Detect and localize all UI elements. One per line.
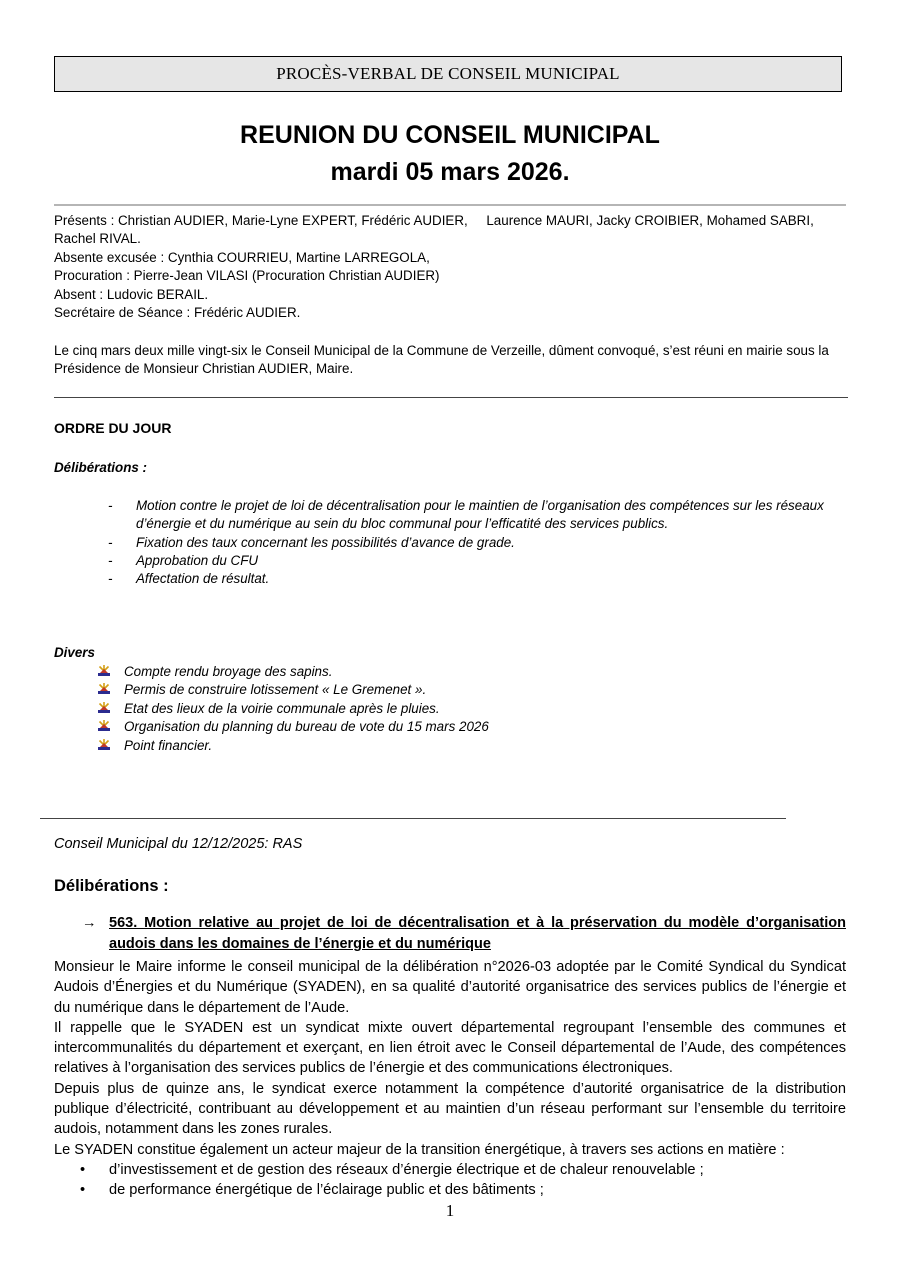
motion-title-text: 563. Motion relative au projet de loi de décentralisation et à la préservation du modèle d’organisation audois dans les domaines de l’énergie et du numérique (109, 915, 846, 952)
agenda-end-divider (40, 818, 786, 819)
motion-paragraph: Il rappelle que le SYADEN est un syndicat mixte ouvert départemental regroupant l’ensemble des communes et intercommunalités du département et exerçant, en lien étroit avec le Conseil départemental de l’Aude, des compétences relatives à l’organisation des services publics de l’énergie et des communications électroniques. (54, 1019, 846, 1077)
motion-paragraph: Le SYADEN constitue également un acteur majeur de la transition énergétique, à travers ses actions en matière : (54, 1141, 785, 1158)
section-divider (54, 397, 848, 398)
motion-title (82, 913, 846, 955)
divers-item-text: Organisation du planning du bureau de vote du 15 mars 2026 (124, 719, 489, 735)
list-item: - Affectation de résultat. (108, 571, 270, 587)
arrow-right-icon: → (82, 915, 97, 931)
list-item (98, 700, 489, 718)
list-item (98, 681, 489, 699)
motion-bullet-list (54, 1160, 704, 1201)
agenda-deliberation-text: Affectation de résultat. (136, 571, 270, 587)
list-item: - Fixation des taux concernant les possibilités d’avance de grade. (108, 534, 515, 550)
page-number: 1 (445, 1201, 455, 1220)
agenda-divers-label: Divers (54, 645, 95, 660)
arrow-bullet-icon (98, 683, 110, 695)
arrow-bullet-icon (98, 665, 110, 677)
title-divider (54, 204, 846, 206)
arrow-bullet-icon (98, 720, 110, 732)
motion-bullet-text: d’investissement et de gestion des réseaux d’énergie électrique et de chaleur renouvelable ; (109, 1162, 704, 1178)
arrow-bullet-icon (98, 702, 110, 714)
meeting-date: mardi 05 mars 2026. (330, 158, 570, 186)
attendance-block (54, 212, 846, 322)
list-item (54, 1180, 704, 1200)
divers-item-text: Permis de construire lotissement « Le Gremenet ». (124, 682, 427, 698)
previous-council-note: Conseil Municipal du 12/12/2025: RAS (54, 836, 303, 852)
agenda-deliberations-label: Délibérations : (54, 460, 148, 475)
list-item (98, 718, 489, 736)
absente-excusee-line: Absente excusée : Cynthia COURRIEU, Martine LARREGOLA, (54, 249, 430, 265)
bullet-dot-icon: • (80, 1182, 86, 1199)
divers-item-text: Compte rendu broyage des sapins. (124, 664, 333, 679)
divers-item-text: Point financier. (124, 737, 213, 753)
motion-bullet-text: de performance énergétique de l’éclairage public et des bâtiments ; (109, 1182, 544, 1199)
deliberations-heading: Délibérations : (54, 877, 169, 895)
bullet-dot-icon: • (80, 1162, 86, 1178)
secretaire-line: Secrétaire de Séance : Frédéric AUDIER. (54, 305, 301, 321)
agenda-divers-list (98, 663, 489, 755)
agenda-deliberation-text: Motion contre le projet de loi de décentralisation pour le maintien de l’organisation des compétences sur les réseaux d’énergie et du numérique au sein du bloc communal pour l’efficatité des services publics. (136, 498, 824, 532)
intro-text: Le cinq mars deux mille vingt-six le Conseil Municipal de la Commune de Verzeille, dûment convoqué, s’est réuni en mairie sous la Présidence de Monsieur Christian AUDIER, Maire. (54, 343, 829, 377)
list-item: - Approbation du CFU (108, 552, 259, 568)
absent-line: Absent : Ludovic BERAIL. (54, 286, 209, 302)
agenda-heading: ORDRE DU JOUR (54, 420, 172, 436)
document-banner (54, 56, 842, 92)
agenda-deliberation-text: Fixation des taux concernant les possibilités d’avance de grade. (136, 534, 515, 550)
list-item (98, 663, 489, 681)
presents-line: Présents : Christian AUDIER, Marie-Lyne EXPERT, Frédéric AUDIER, Laurence MAURI, Jacky CROIBIER, Mohamed SABRI, Rachel RIVAL. (54, 213, 818, 247)
motion-body (54, 957, 846, 1160)
meeting-title: REUNION DU CONSEIL MUNICIPAL (240, 121, 660, 149)
list-item (54, 1160, 704, 1180)
list-item: - Motion contre le projet de loi de décentralisation pour le maintien de l’organisation des compétences sur les réseaux d’énergie et du numérique au sein du bloc communal pour l’efficatité des services publics. (108, 498, 824, 532)
agenda-deliberation-text: Approbation du CFU (136, 552, 259, 568)
intro-paragraph (54, 342, 846, 379)
motion-paragraph: Depuis plus de quinze ans, le syndicat exerce notamment la compétence d’autorité organisatrice de la distribution publique d’électricité, contribuant au développement et au maintien d’un réseau performant sur l’ensemble du territoire audois, notamment dans les zones rurales. (54, 1080, 846, 1138)
list-item (98, 737, 489, 755)
divers-item-text: Etat des lieux de la voirie communale après le pluies. (124, 700, 440, 716)
agenda-deliberations-list (104, 497, 824, 588)
procuration-line: Procuration : Pierre-Jean VILASI (Procuration Christian AUDIER) (54, 268, 440, 284)
arrow-bullet-icon (98, 739, 110, 751)
motion-paragraph: Monsieur le Maire informe le conseil municipal de la délibération n°2026-03 adoptée par le Comité Syndical du Syndicat Audois d’Énergies et du Numérique (SYADEN), en sa qualité d’autorité organisatrice des services publics de l’énergie et du numérique dans le département de l’Aude. (54, 959, 846, 1016)
banner-title: PROCÈS-VERBAL DE CONSEIL MUNICIPAL (276, 64, 620, 83)
